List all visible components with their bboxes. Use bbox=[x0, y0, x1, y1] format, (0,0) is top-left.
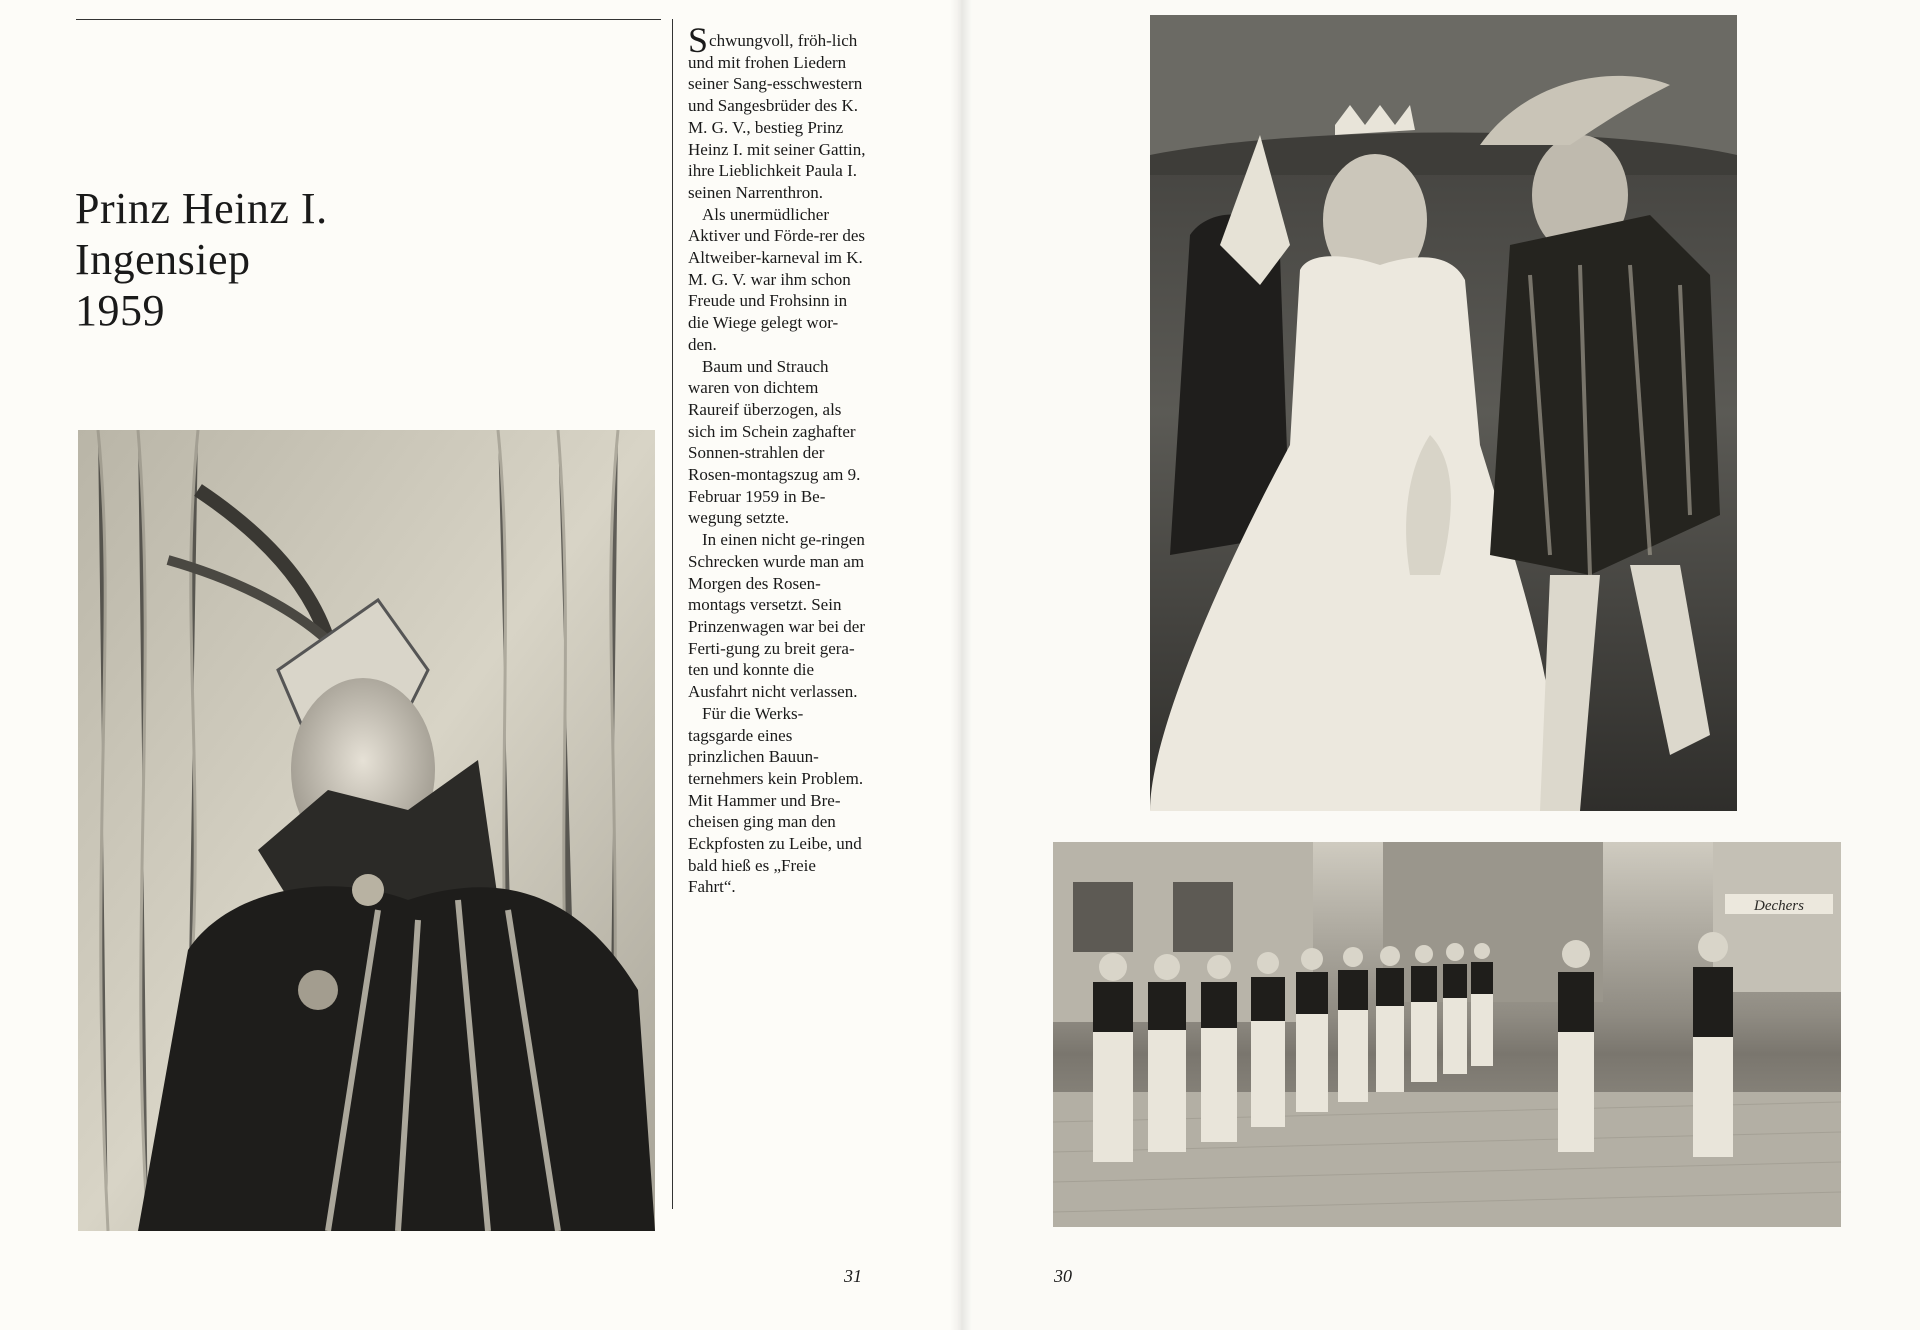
garde-parade-image bbox=[1053, 842, 1841, 1227]
prinz-portrait-image bbox=[78, 430, 655, 1231]
page-number-right: 30 bbox=[1054, 1266, 1072, 1286]
paragraph-4: In einen nicht ge-ringen Schrecken wurde man am Morgen des Rosen-montags versetzt. Sein Prinzenwagen war bei der Ferti-gung zu breit gera-ten und konnte die Ausfahrt nicht verlassen. bbox=[688, 530, 866, 702]
photo-prince-couple bbox=[1150, 15, 1737, 811]
drop-cap: S bbox=[688, 20, 709, 60]
page-number-left: 31 bbox=[844, 1266, 862, 1286]
paragraph-5: Für die Werks-tagsgarde eines prinzlichen Bauun-ternehmers kein Problem. Mit Hammer und Bre-cheisen ging man den Eckpfosten zu Leibe, und bald hieß es „Freie Fahrt“. bbox=[688, 703, 864, 897]
book-gutter bbox=[950, 0, 972, 1330]
title-line-3: 1959 bbox=[75, 286, 165, 335]
paragraph-2: Als unermüdlicher Aktiver und Förde-rer des Altweiber-karneval im K. M. G. V. war ihm schon Freude und Frohsinn in die Wiege gelegt wor-den. bbox=[688, 204, 866, 354]
paragraph-3: Baum und Strauch waren von dichtem Raureif überzogen, als sich im Schein zaghafter Sonnen-strahlen der Rosen-montagszug am 9. Februar 1959 in Be-wegung setzte. bbox=[688, 356, 861, 528]
page-title bbox=[75, 183, 328, 336]
top-rule bbox=[76, 19, 661, 20]
photo-prinz-portrait bbox=[78, 430, 655, 1231]
paragraph-1 bbox=[688, 20, 866, 204]
shop-sign: Dechers bbox=[1754, 898, 1804, 914]
title-line-2: Ingensiep bbox=[75, 235, 251, 284]
title-line-1: Prinz Heinz I. bbox=[75, 184, 328, 233]
column-rule bbox=[672, 19, 673, 1209]
photo-garde-parade bbox=[1053, 842, 1841, 1227]
prince-couple-image bbox=[1150, 15, 1737, 811]
paragraph-1-text: chwungvoll, fröh-lich und mit frohen Liedern seiner Sang-esschwestern und Sangesbrüder des K. M. G. V., bestieg Prinz Heinz I. mit seiner Gattin, ihre Lieblichkeit Paula I. seinen Narrenthron. bbox=[688, 31, 866, 202]
article-body bbox=[688, 20, 866, 898]
